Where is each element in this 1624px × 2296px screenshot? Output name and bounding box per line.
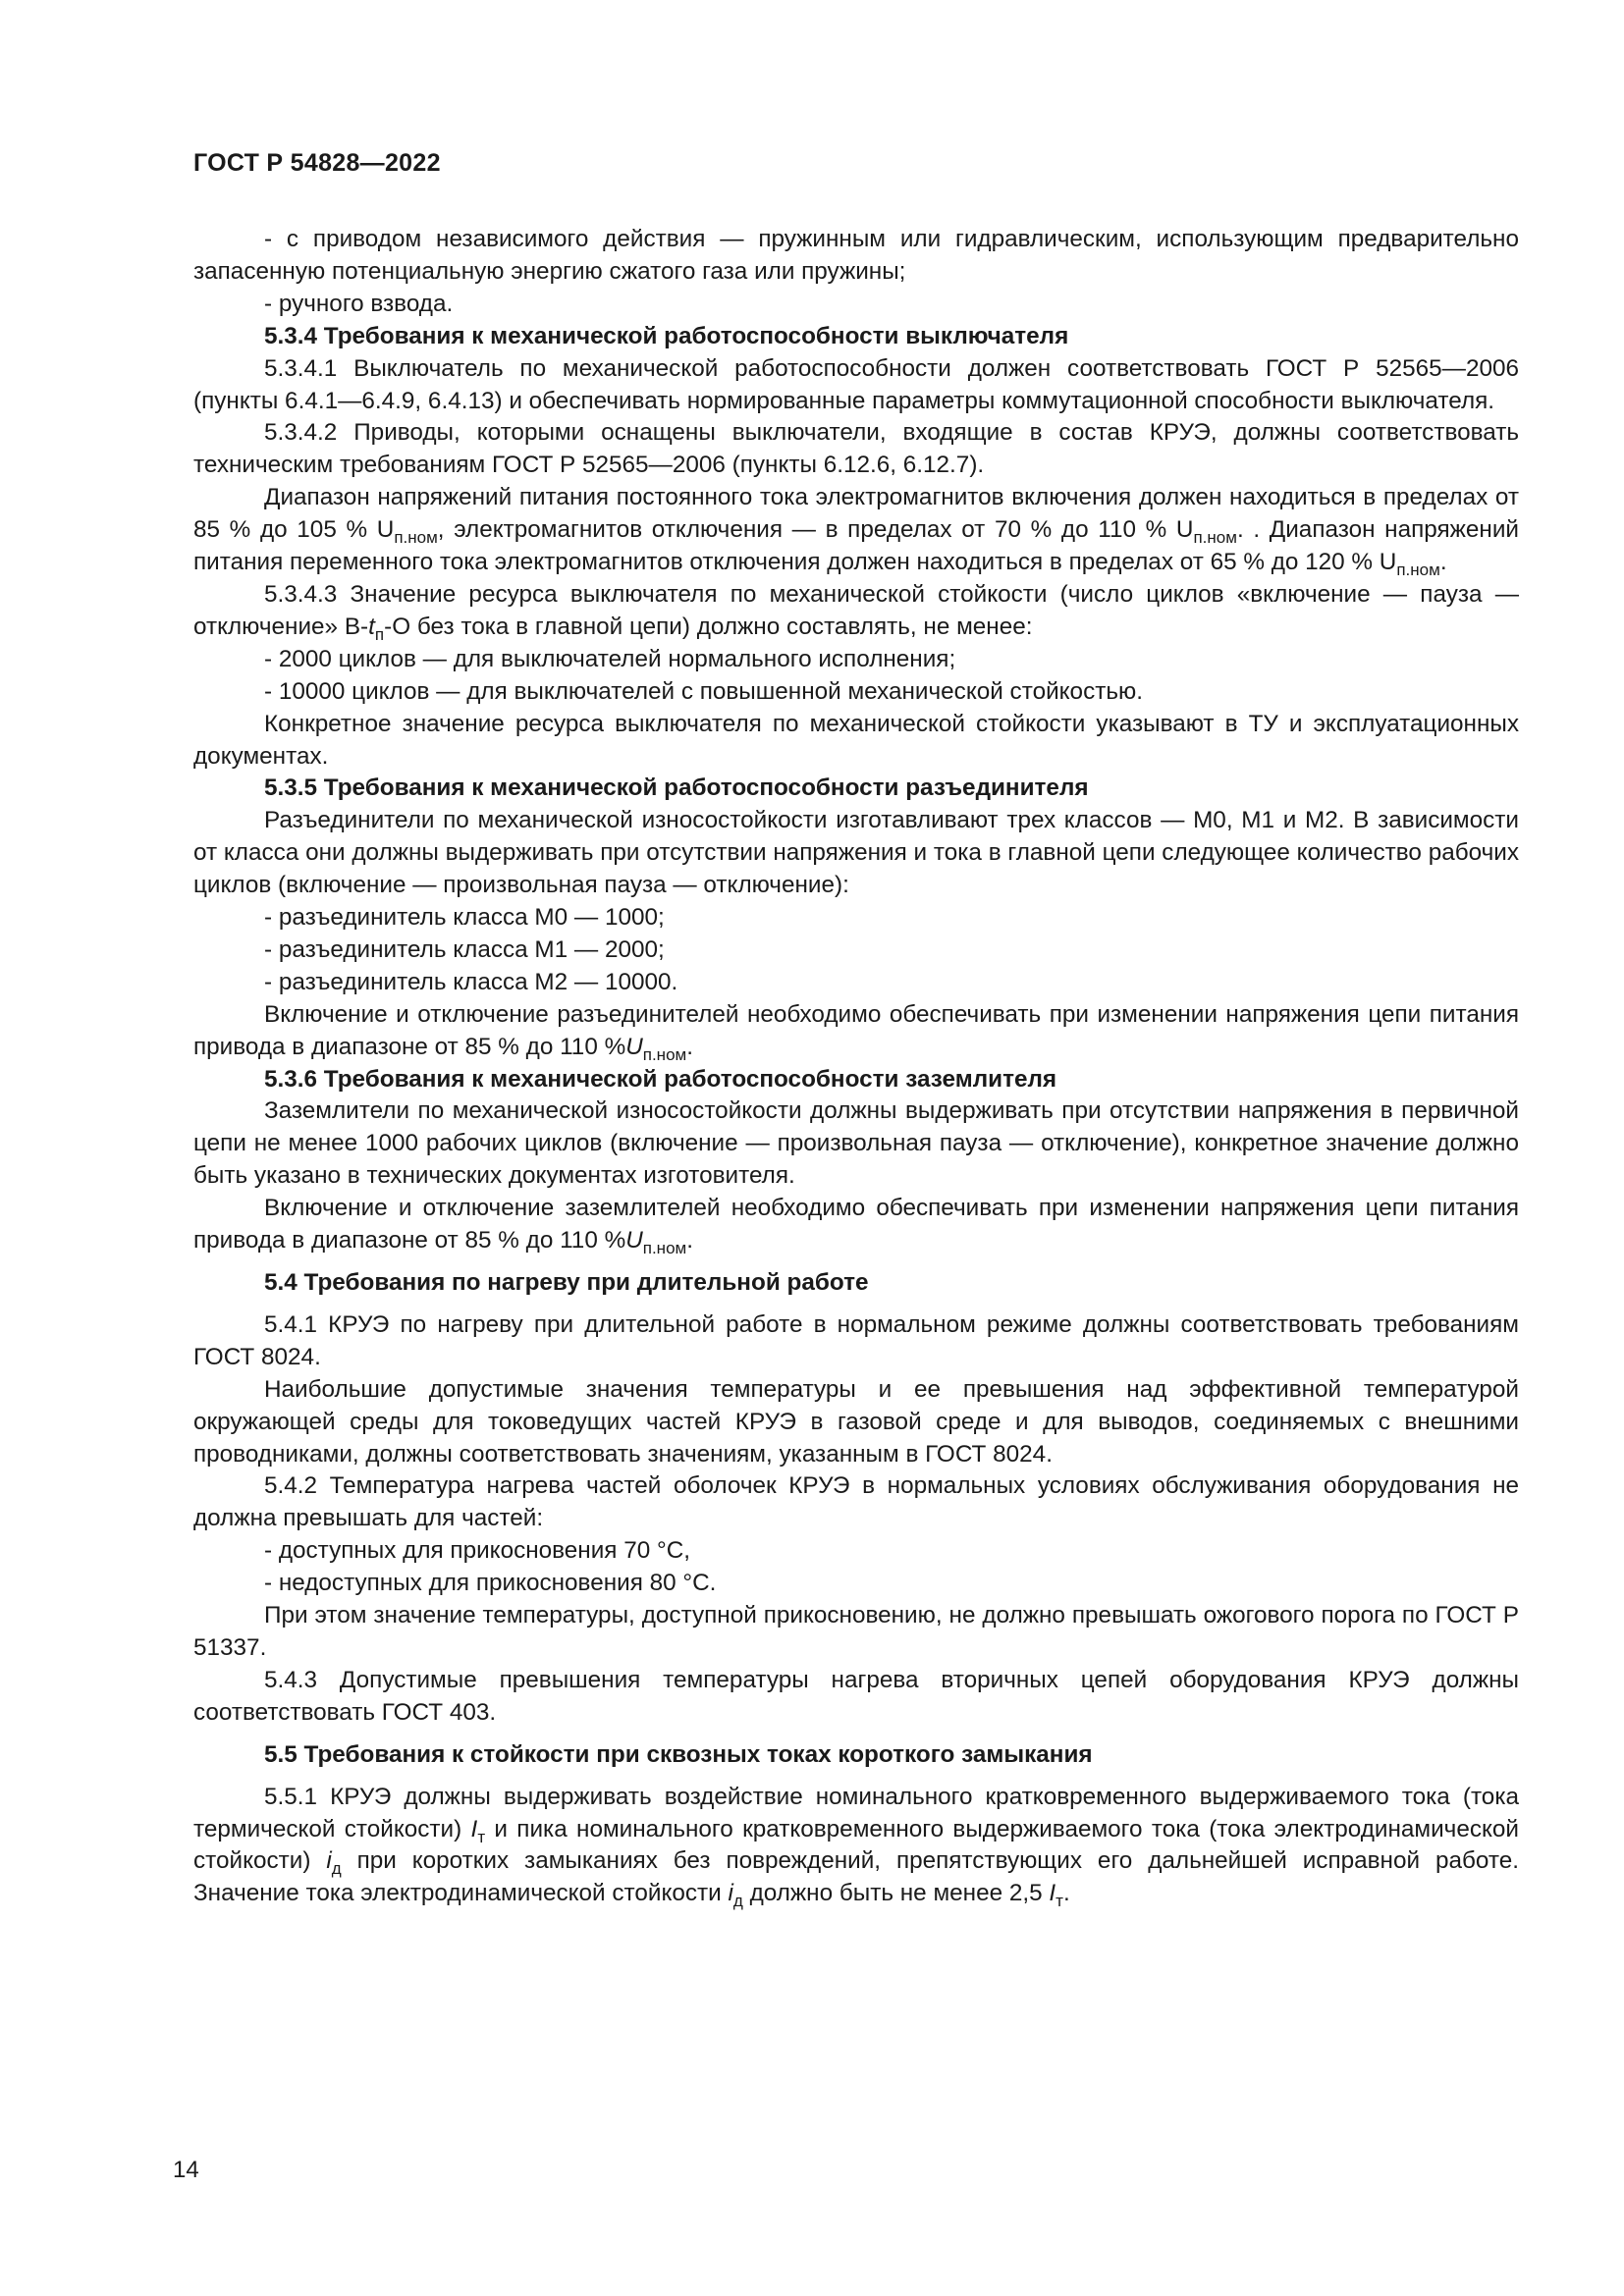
paragraph: 5.4.3 Допустимые превышения температуры нагрева вторичных цепей оборудования КРУЭ должны соответствовать ГОСТ 403. [193, 1666, 1519, 1726]
paragraph: 5.3.4.2 Приводы, которыми оснащены выключатели, входящие в состав КРУЭ, должны соответствовать техническим требованиям ГОСТ Р 52565—2006 (пункты 6.12.6, 6.12.7). [193, 419, 1519, 479]
list-item: - доступных для прикосновения 70 °С, [264, 1537, 690, 1565]
paragraph: 5.4.2 Температура нагрева частей оболочек КРУЭ в нормальных условиях обслуживания оборудования не должна превышать для частей: [193, 1472, 1519, 1532]
paragraph: Разъединители по механической износостойкости изготавливают трех классов — М0, М1 и М2. В зависимости от класса они должны выдерживать при отсутствии напряжения и тока в главной цепи следующее количество рабочих циклов (включение — произвольная пауза — отключение): [193, 807, 1519, 899]
section-heading-5-3-6: 5.3.6 Требования к механической работоспособности заземлителя [264, 1065, 1057, 1093]
paragraph: Заземлители по механической износостойкости должны выдерживать при отсутствии напряжения в первичной цепи не менее 1000 рабочих циклов (включение — произвольная пауза — отключение), конкретное значение должно быть указано в технических документах изготовителя. [193, 1097, 1519, 1190]
paragraph: Включение и отключение разъединителей необходимо обеспечивать при изменении напряжения цепи питания привода в диапазоне от 85 % до 110 $\%U_{п.ном}$. [193, 1000, 1519, 1064]
list-item: - недоступных для прикосновения 80 °С. [264, 1570, 717, 1597]
list-item: - разъединитель класса М2 — 10000. [264, 968, 678, 995]
section-heading-5-5: 5.5 Требования к стойкости при сквозных токах короткого замыкания [264, 1740, 1093, 1768]
paragraph: Включение и отключение заземлителей необходимо обеспечивать при изменении напряжения цепи питания привода в диапазоне от 85 % до 110 $\%U_{п.ном}$. [193, 1195, 1519, 1258]
paragraph: 5.4.1 КРУЭ по нагреву при длительной работе в нормальном режиме должны соответствовать требованиям ГОСТ 8024. [193, 1310, 1519, 1370]
list-item: - 10000 циклов — для выключателей с повышенной механической стойкостью. [264, 677, 1143, 705]
paragraph: - ручного взвода. [264, 290, 454, 317]
list-item: - разъединитель класса М0 — 1000; [264, 904, 665, 932]
list-item: - 2000 циклов — для выключателей нормального исполнения; [264, 645, 956, 672]
paragraph: - с приводом независимого действия — пружинным или гидравлическим, использующим предварительно запасенную потенциальную энергию сжатого газа или пружины; [193, 226, 1519, 285]
paragraph-voltage-range: Диапазон напряжений питания постоянного тока электромагнитов включения должен находиться в пределах от 85 % до 105 % $U_{п.ном}$, электромагнитов отключения — в пределах от 70 % до 110 % $U_{п.ном}$. . Диапазон напряжений питания переменного тока электромагнитов отключения должен находиться в пределах от 65 % до 120 % $U_{п.ном}$. [193, 484, 1519, 580]
section-heading-5-4: 5.4 Требования по нагреву при длительной работе [264, 1269, 869, 1296]
paragraph: При этом значение температуры, доступной прикосновению, не должно превышать ожогового порога по ГОСТ Р 51337. [193, 1602, 1519, 1661]
document-header: ГОСТ Р 54828—2022 [193, 149, 441, 177]
document-body [193, 224, 1519, 1910]
paragraph: Конкретное значение ресурса выключателя по механической стойкости указывают в ТУ и эксплуатационных документах. [193, 710, 1519, 770]
paragraph: 5.3.4.1 Выключатель по механической работоспособности должен соответствовать ГОСТ Р 52565—2006 (пункты 6.4.1—6.4.9, 6.4.13) и обеспечивать нормированные параметры коммутационной способности выключателя. [193, 354, 1519, 414]
page-number: 14 [173, 2157, 199, 2183]
list-item: - разъединитель класса М1 — 2000; [264, 935, 665, 963]
paragraph-short-circuit: 5.5.1 КРУЭ должны выдерживать воздействие номинального кратковременного выдерживаемого тока (тока термической стойкости) $I_т$ и пика номинального кратковременного выдерживаемого тока (тока электродинамической стойкости) $i_д$ при коротких замыканиях без повреждений, препятствующих его дальнейшей исправной работе. Значение тока электродинамической стойкости $i_д$ должно быть не менее 2,5 $I_т$. [193, 1783, 1519, 1911]
paragraph: Наибольшие допустимые значения температуры и ее превышения над эффективной температурой окружающей среды для токоведущих частей КРУЭ в газовой среде и для выводов, соединяемых с внешними проводниками, должны соответствовать значениям, указанным в ГОСТ 8024. [193, 1375, 1519, 1468]
section-heading-5-3-4: 5.3.4 Требования к механической работоспособности выключателя [264, 322, 1069, 349]
paragraph-resource: 5.3.4.3 Значение ресурса выключателя по механической стойкости (число циклов «включение — пауза — отключение» $В-t_п-О$ без тока в главной цепи) должно составлять, не менее: [193, 580, 1519, 644]
section-heading-5-3-5: 5.3.5 Требования к механической работоспособности разъединителя [264, 774, 1089, 802]
